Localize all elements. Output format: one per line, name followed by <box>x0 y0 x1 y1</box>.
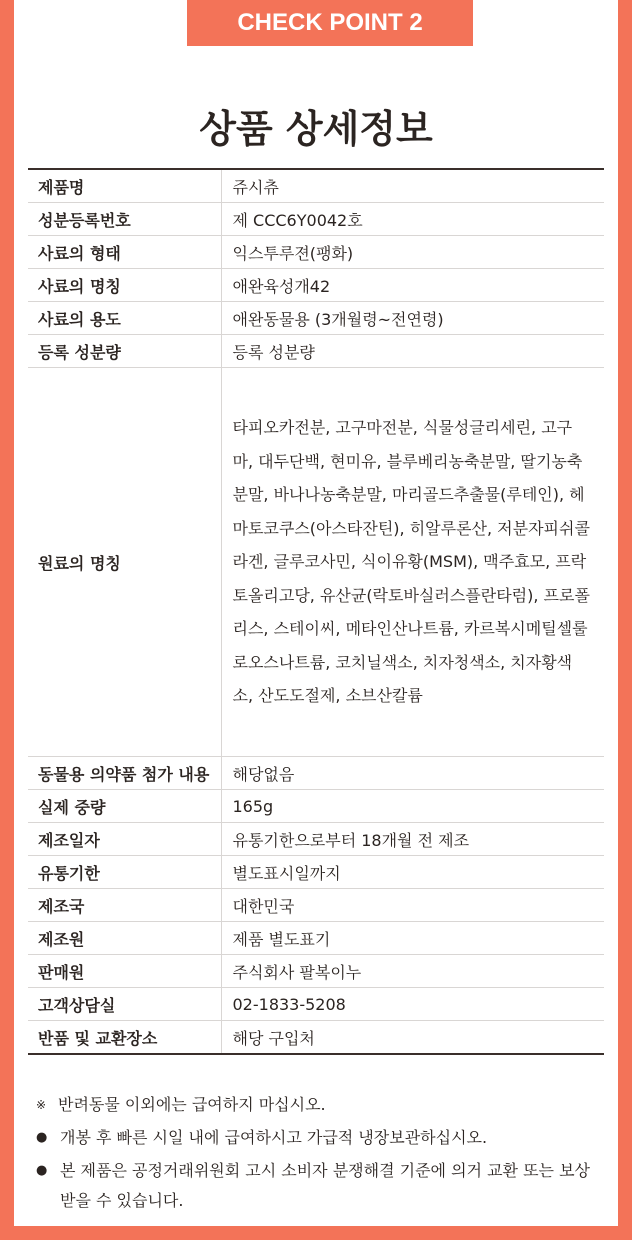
table-row <box>28 169 604 203</box>
table-row <box>28 790 604 823</box>
bullet-note <box>36 1156 596 1216</box>
row-label: 고객상담실 <box>28 988 221 1021</box>
table-row-ingredients <box>28 368 604 757</box>
row-value: 유통기한으로부터 18개월 전 제조 <box>232 830 470 850</box>
table-row <box>28 236 604 269</box>
bullet-icon: ● <box>36 1130 48 1145</box>
table-row <box>28 922 604 955</box>
row-label: 제조원 <box>28 922 221 955</box>
table-row <box>28 203 604 236</box>
row-label: 실제 중량 <box>28 790 221 823</box>
row-label: 사료의 용도 <box>28 302 221 335</box>
row-value: 별도표시일까지 <box>232 863 341 883</box>
row-value: 제품 별도표기 <box>232 929 331 949</box>
bullet-text: 본 제품은 공정거래위원회 고시 소비자 분쟁해결 기준에 의거 교환 또는 보상받을 수 있습니다. <box>60 1161 590 1210</box>
ingredients-value: 타피오카전분, 고구마전분, 식물성글리세린, 고구마, 대두단백, 현미유, 블루베리농축분말, 딸기농축분말, 바나나농축분말, 마리골드추출물(루테인), 헤마토코쿠스(아스타잔틴), 히알루론산, 저분자피쉬콜라겐, 글루코사민, 식이유황(MSM), 맥주효모, 프락토올리고당, 유산균(락토바실러스플란타럼), 프로폴리스, 스테이씨, 메타인산나트륨, 카르복시메틸셀룰로오스나트륨, 코치닐색소, 치자청색소, 치자황색소, 산도도절제, 소브산칼륨 <box>232 418 590 706</box>
table-row <box>28 1021 604 1055</box>
row-value: 주식회사 팔복이누 <box>232 962 362 982</box>
row-value: 해당 구입처 <box>232 1028 315 1048</box>
table-row <box>28 335 604 368</box>
table-row <box>28 889 604 922</box>
row-label: 원료의 명칭 <box>28 368 221 757</box>
row-value: 익스투루젼(팽화) <box>232 243 354 263</box>
row-label: 제조일자 <box>28 823 221 856</box>
bullet-icon: ● <box>36 1163 48 1178</box>
row-value: 02-1833-5208 <box>232 994 346 1014</box>
warning-note <box>36 1090 596 1120</box>
product-detail-card <box>14 0 618 1226</box>
row-label: 동물용 의약품 첨가 내용 <box>28 757 221 790</box>
table-row <box>28 823 604 856</box>
bullet-text: 개봉 후 빠른 시일 내에 급여하시고 가급적 냉장보관하십시오. <box>60 1128 488 1147</box>
product-info-table <box>28 168 604 1055</box>
row-value: 제 CCC6Y0042호 <box>232 210 363 230</box>
row-label: 제품명 <box>28 169 221 203</box>
row-value: 등록 성분량 <box>232 342 315 362</box>
row-label: 등록 성분량 <box>28 335 221 368</box>
table-row <box>28 856 604 889</box>
page-title: 상품 상세정보 <box>199 107 433 151</box>
row-value: 애완동물용 (3개월령~전연령) <box>232 309 444 329</box>
row-label: 판매원 <box>28 955 221 988</box>
table-row <box>28 269 604 302</box>
row-value: 165g <box>232 796 274 816</box>
row-label: 반품 및 교환장소 <box>28 1021 221 1055</box>
table-row <box>28 988 604 1021</box>
row-label: 제조국 <box>28 889 221 922</box>
table-row <box>28 302 604 335</box>
row-label: 성분등록번호 <box>28 203 221 236</box>
table-row <box>28 955 604 988</box>
checkpoint-badge: CHECK POINT 2 <box>187 0 473 46</box>
row-label: 사료의 명칭 <box>28 269 221 302</box>
row-label: 사료의 형태 <box>28 236 221 269</box>
row-value: 쥬시츄 <box>232 177 279 197</box>
bullet-note <box>36 1123 596 1153</box>
row-value: 애완육성개42 <box>232 276 331 296</box>
row-value: 대한민국 <box>232 896 295 916</box>
row-label: 유통기한 <box>28 856 221 889</box>
warning-text: 반려동물 이외에는 급여하지 마십시오. <box>58 1095 326 1114</box>
table-row <box>28 757 604 790</box>
notice-section <box>36 1090 596 1219</box>
row-value: 해당없음 <box>232 764 295 784</box>
reference-mark-icon: ※ <box>36 1098 47 1112</box>
